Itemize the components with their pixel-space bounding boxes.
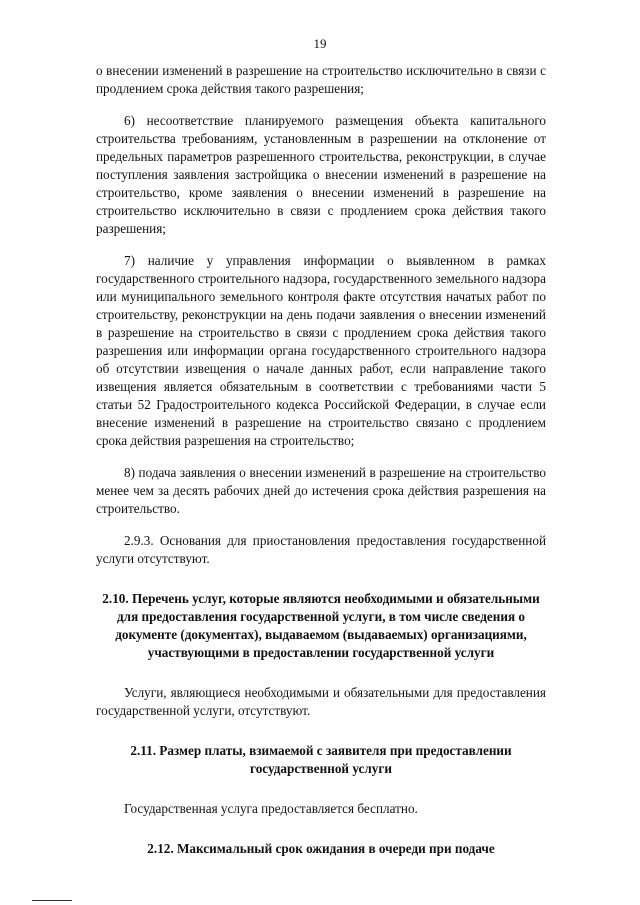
heading-2-12: 2.12. Максимальный срок ожидания в очереди при подаче [147, 841, 495, 856]
paragraph-2-9-3: 2.9.3. Основания для приостановления предоставления государственной услуги отсутствуют. [96, 533, 546, 566]
paragraph-2-11: Государственная услуга предоставляется бесплатно. [124, 801, 418, 816]
list-item-8: 8) подача заявления о внесении изменений в разрешение на строительство менее чем за десять рабочих дней до истечения срока действия разрешения на строительство. [96, 465, 546, 516]
list-item-6: 6) несоответствие планируемого размещения объекта капитального строительства требованиям, установленным в разрешении на отклонение от предельных параметров разрешенного строительства, реконструкции, в случае поступления заявления застройщика о внесении изменений в разрешение на строительство, кроме заявления о внесении изменений в разрешение на строительство исключительно в связи с продлением срока действия такого разрешения; [96, 113, 546, 236]
heading-2-11: 2.11. Размер платы, взимаемой с заявителя при предоставлении государственной услуги [130, 743, 512, 776]
document-body [96, 62, 546, 858]
footer-divider [32, 900, 72, 901]
paragraph-2-10: Услуги, являющиеся необходимыми и обязательными для предоставления государственной услуги, отсутствуют. [96, 685, 546, 718]
paragraph-continuation: о внесении изменений в разрешение на строительство исключительно в связи с продлением срока действия такого разрешения; [96, 63, 546, 96]
heading-2-10: 2.10. Перечень услуг, которые являются необходимыми и обязательными для предоставления государственной услуги, в том числе сведения о документе (документах), выдаваемом (выдаваемых) организациями, участвующими в предоставлении государственной услуги [102, 591, 540, 660]
page-number: 19 [313, 36, 327, 51]
list-item-7: 7) наличие у управления информации о выявленном в рамках государственного строительного надзора, государственного земельного надзора или муниципального земельного контроля факте отсутствия начатых работ по строительству, реконструкции на день подачи заявления о внесении изменений в разрешение на строительство в связи с продлением срока действия такого разрешения или информации органа государственного строительного надзора об отсутствии извещения о начале данных работ, если направление такого извещения является обязательным в соответствии с требованиями части 5 статьи 52 Градостроительного кодекса Российской Федерации, в случае если внесение изменений в разрешение на строительство связано с продлением срока действия разрешения на строительство; [96, 253, 546, 448]
